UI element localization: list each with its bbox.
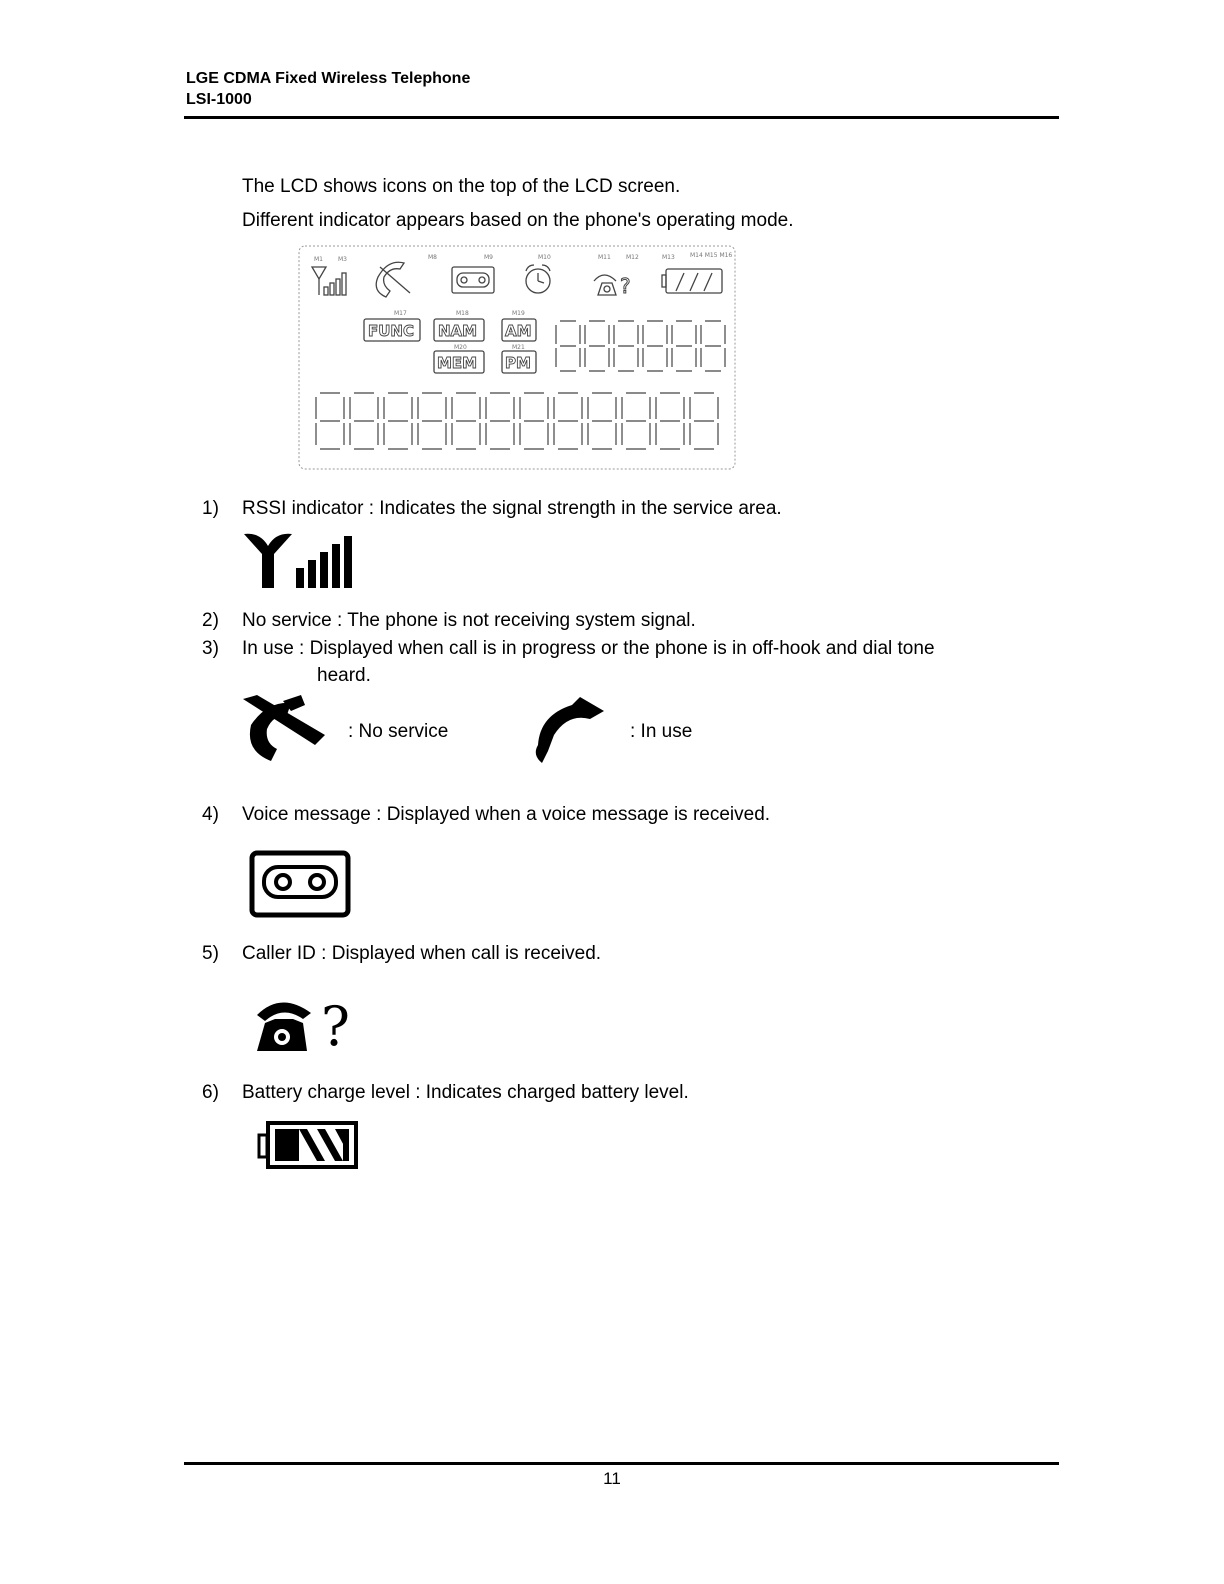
lcd-segment-digit: [556, 321, 580, 371]
rssi-icon: [244, 530, 354, 590]
item-3-number: 3): [202, 638, 219, 659]
lcd-label-nam: NAM: [438, 322, 478, 340]
lcd-segment-digit: [486, 393, 514, 449]
svg-text:M3: M3: [338, 256, 347, 263]
in-use-caption: : In use: [630, 721, 693, 742]
item-3-text-continued: heard.: [317, 665, 371, 686]
svg-text:M17: M17: [394, 310, 407, 317]
lcd-label-mem: MEM: [437, 354, 478, 372]
svg-text:M20: M20: [454, 344, 467, 351]
lcd-caller-id-icon: [594, 275, 616, 295]
lcd-segment-digit: [554, 393, 582, 449]
lcd-battery-icon: [662, 269, 722, 293]
lcd-segment-digit: [614, 321, 638, 371]
lcd-alarm-icon: [526, 265, 550, 293]
svg-text:M13: M13: [662, 254, 675, 261]
lcd-voice-message-icon: [452, 267, 494, 293]
svg-text:?: ?: [321, 995, 350, 1058]
svg-text:M14 M15 M16: M14 M15 M16: [690, 252, 733, 259]
document-model: LSI-1000: [186, 91, 252, 108]
svg-text:M19: M19: [512, 310, 525, 317]
lcd-no-service-icon: [376, 262, 410, 297]
svg-text:M12: M12: [626, 254, 639, 261]
header-rule: [184, 116, 1059, 119]
page-number: 11: [603, 1469, 621, 1488]
svg-text:M18: M18: [456, 310, 469, 317]
footer-rule: [184, 1462, 1059, 1465]
no-service-caption: : No service: [348, 721, 449, 742]
lcd-segment-digit: [350, 393, 378, 449]
item-2-number: 2): [202, 610, 219, 631]
item-5-text: Caller ID : Displayed when call is received.: [242, 943, 602, 964]
lcd-segment-digit: [452, 393, 480, 449]
item-1-number: 1): [202, 498, 219, 519]
svg-text:M11: M11: [598, 254, 611, 261]
lcd-segment-digit: [588, 393, 616, 449]
lcd-segment-digit: [622, 393, 650, 449]
svg-text:M9: M9: [484, 254, 493, 261]
item-6-number: 6): [202, 1082, 219, 1103]
lcd-segment-digit: [690, 393, 718, 449]
lcd-digits-bottom: [316, 393, 718, 449]
battery-icon: [259, 1121, 359, 1171]
lcd-digits-top: [556, 321, 725, 371]
item-2-text: No service : The phone is not receiving system signal.: [242, 610, 696, 631]
item-3-text: In use : Displayed when call is in progress or the phone is in off-hook and dial tone: [242, 638, 935, 659]
svg-text:M8: M8: [428, 254, 437, 261]
lcd-segment-digit: [585, 321, 609, 371]
lcd-segment-digit: [656, 393, 684, 449]
item-4-number: 4): [202, 804, 219, 825]
lcd-segment-digit: [316, 393, 344, 449]
item-4-text: Voice message : Displayed when a voice message is received.: [242, 804, 771, 825]
lcd-label-func: FUNC: [368, 322, 414, 340]
lcd-segment-digit: [384, 393, 412, 449]
lcd-segment-digit: [520, 393, 548, 449]
svg-text:M1: M1: [314, 256, 323, 263]
item-5-number: 5): [202, 943, 219, 964]
lcd-segment-digit: [701, 321, 725, 371]
svg-text:M21: M21: [512, 344, 525, 351]
no-service-handset-icon: [243, 695, 333, 765]
in-use-handset-icon: [528, 695, 608, 765]
intro-line-1: The LCD shows icons on the top of the LCD screen.: [242, 176, 681, 197]
lcd-segment-digit: [672, 321, 696, 371]
item-1-text: RSSI indicator : Indicates the signal strength in the service area.: [242, 498, 782, 519]
lcd-antenna-icon: [312, 267, 346, 295]
caller-id-icon: [255, 993, 365, 1058]
intro-line-2: Different indicator appears based on the phone's operating mode.: [242, 210, 794, 231]
item-6-text: Battery charge level : Indicates charged battery level.: [242, 1082, 689, 1103]
lcd-segment-digit: [418, 393, 446, 449]
document-title: LGE CDMA Fixed Wireless Telephone: [186, 70, 471, 87]
lcd-label-am: AM: [505, 322, 532, 340]
svg-text:?: ?: [620, 274, 631, 298]
lcd-segment-digit: [643, 321, 667, 371]
lcd-diagram: [298, 245, 736, 470]
lcd-label-pm: PM: [505, 354, 531, 372]
voice-message-icon: [250, 851, 350, 917]
svg-text:M10: M10: [538, 254, 551, 261]
